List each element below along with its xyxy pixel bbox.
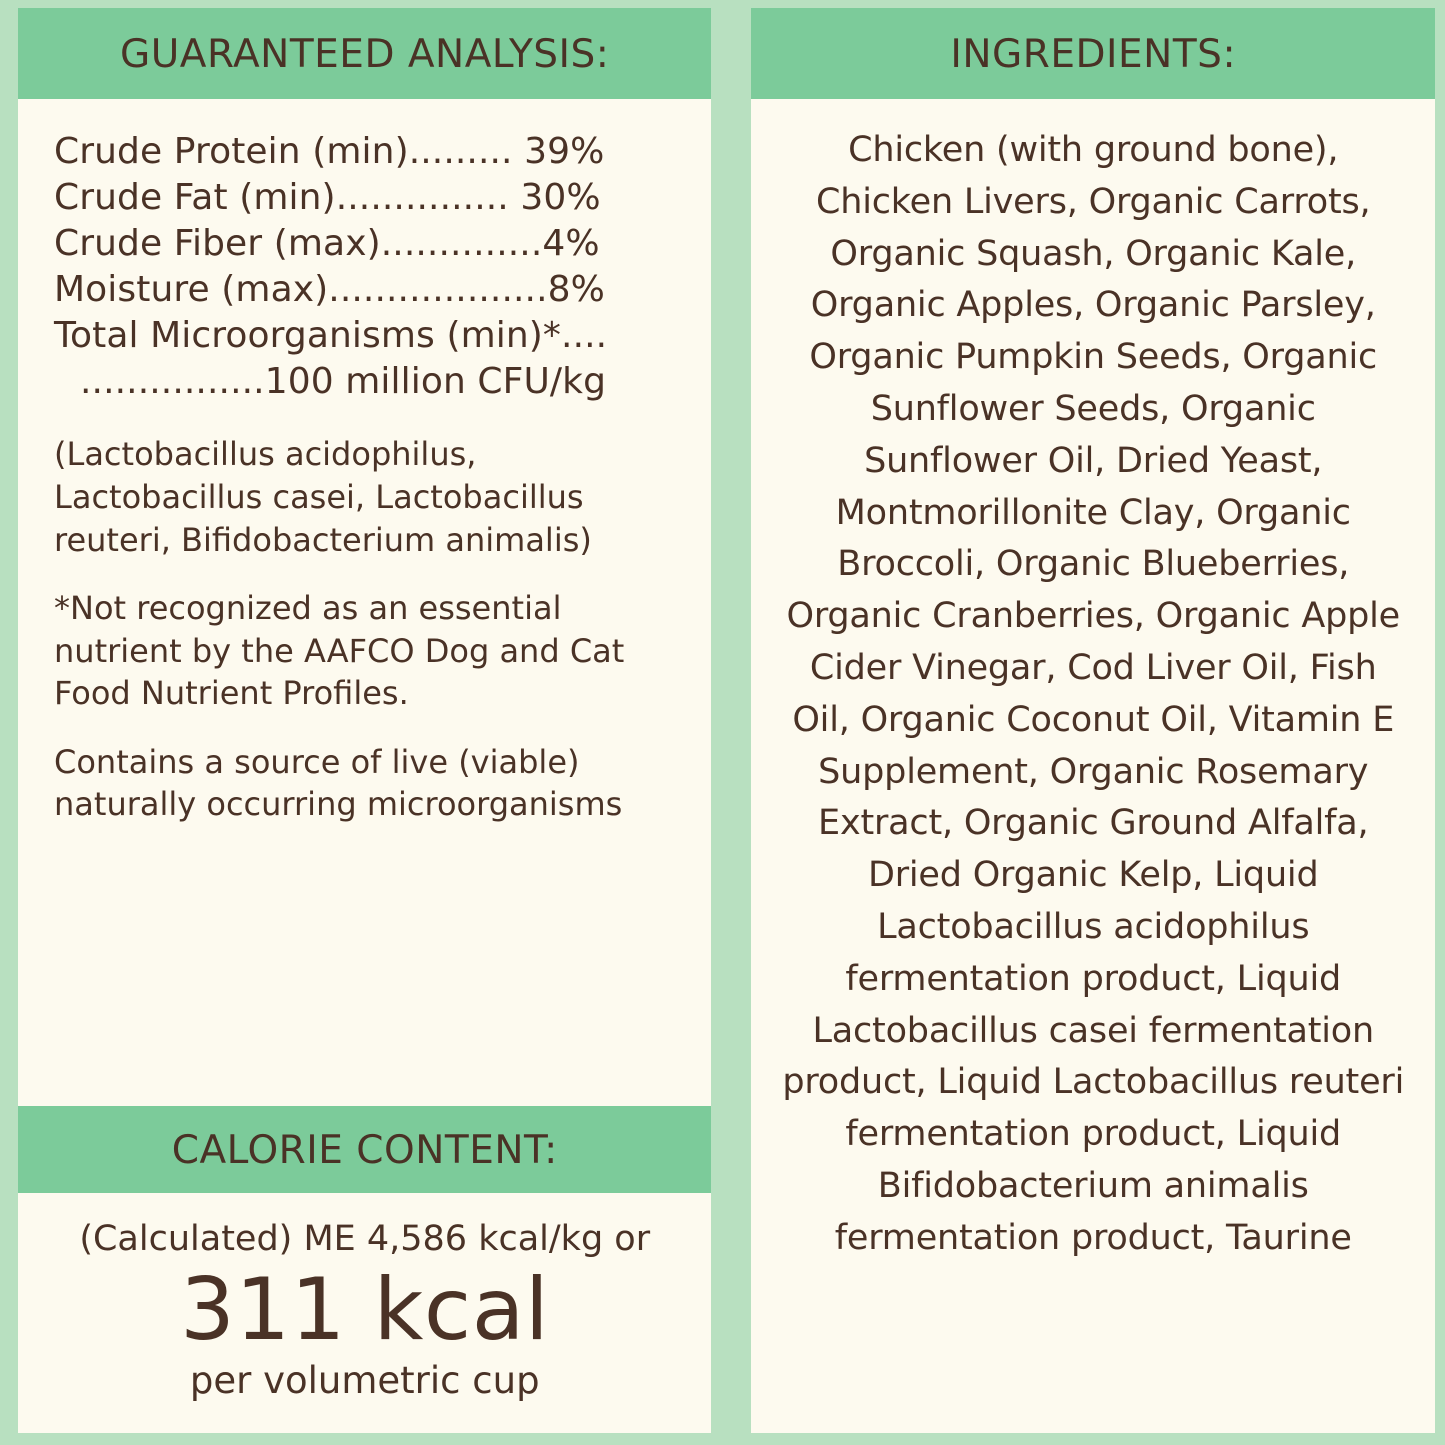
- analysis-line: Crude Fat (min)............... 30%: [54, 177, 601, 219]
- guaranteed-analysis-panel: [18, 99, 711, 846]
- analysis-line: Crude Fiber (max)..............4%: [54, 223, 600, 265]
- ingredients-column: [751, 8, 1435, 1433]
- live-microorganisms-note: Contains a source of live (viable) naturally occurring microorganisms: [54, 742, 623, 824]
- calorie-content-panel: [18, 1193, 711, 1433]
- ingredients-text: Chicken (with ground bone), Chicken Livers, Organic Carrots, Organic Squash, Organic Kale, Organic Apples, Organic Parsley, Organic Pumpkin Seeds, Organic Sunflower Seeds, Organic Sunflower Oil, Dried Yeast, Montmorillonite Clay, Organic Broccoli, Organic Blueberries, Organic Cranberries, Organic Apple Cider Vinegar, Cod Liver Oil, Fish Oil, Organic Coconut Oil, Vitamin E Supplement, Organic Rosemary Extract, Organic Ground Alfalfa, Dried Organic Kelp, Liquid Lactobacillus acidophilus fermentation product, Liquid Lactobacillus casei fermentation product, Liquid Lactobacillus reuteri fermentation product, Liquid Bifidobacterium animalis fermentation product, Taurine: [782, 130, 1405, 1258]
- calorie-unit-label: per volumetric cup: [189, 1358, 540, 1402]
- ingredients-heading: INGREDIENTS:: [751, 8, 1435, 99]
- analysis-line-list: [54, 129, 675, 405]
- analysis-line: Total Microorganisms (min)*....: [54, 315, 608, 357]
- analysis-line: ................100 million CFU/kg: [80, 361, 607, 403]
- cultures-note: (Lactobacillus acidophilus, Lactobacillus casei, Lactobacillus reuteri, Bifidobacterium animalis): [54, 435, 592, 559]
- analysis-line: Crude Protein (min)......... 39%: [54, 131, 605, 172]
- calorie-content-heading: CALORIE CONTENT:: [18, 1106, 711, 1193]
- left-panel-spacer: [18, 846, 711, 1107]
- aafco-note: *Not recognized as an essential nutrient by the AAFCO Dog and Cat Food Nutrient Profiles.: [54, 589, 625, 713]
- calorie-value: 311 kcal: [180, 1259, 550, 1360]
- analysis-line: Moisture (max)...................8%: [54, 269, 605, 311]
- guaranteed-analysis-heading: GUARANTEED ANALYSIS:: [18, 8, 711, 99]
- calorie-me-line: (Calculated) ME 4,586 kcal/kg or: [79, 1219, 651, 1260]
- guaranteed-analysis-column: [18, 8, 711, 1433]
- ingredients-panel: [751, 99, 1435, 1433]
